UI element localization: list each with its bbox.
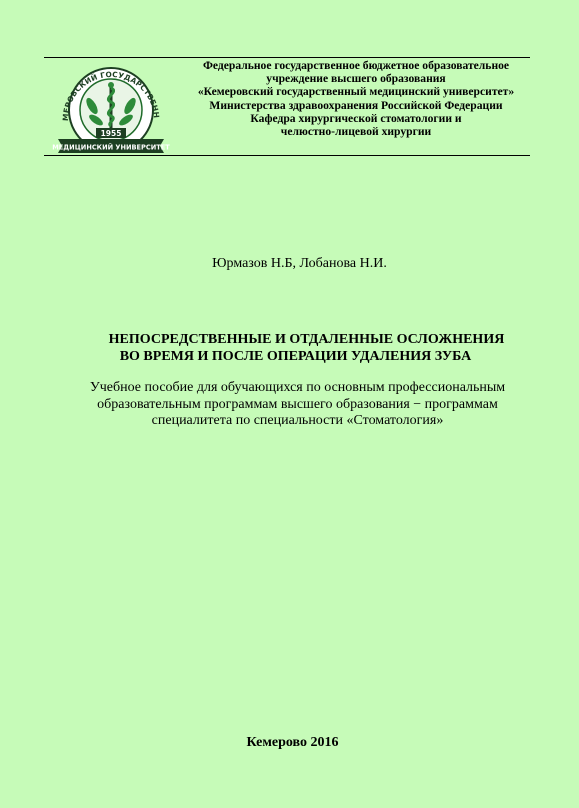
subtitle-line: образовательным программам высшего образования − программам bbox=[97, 396, 498, 412]
title-line: НЕПОСРЕДСТВЕННЫЕ И ОТДАЛЕННЫЕ ОСЛОЖНЕНИЯ bbox=[108, 332, 505, 347]
document-subtitle bbox=[0, 380, 579, 430]
header-line: учреждение высшего образования bbox=[266, 72, 446, 86]
svg-text:1955: 1955 bbox=[100, 129, 122, 138]
subtitle-line: Учебное пособие для обучающихся по основным профессиональным bbox=[89, 380, 506, 395]
subtitle-line: специалитета по специальности «Стоматология» bbox=[151, 413, 444, 428]
city-year-text: Кемерово 2016 bbox=[246, 735, 339, 750]
header-line: Федеральное государственное бюджетное образовательное bbox=[202, 59, 510, 72]
authors bbox=[0, 256, 579, 272]
header-line: «Кемеровский государственный медицинский университет» bbox=[197, 85, 515, 99]
header-bottom-rule bbox=[44, 155, 530, 156]
header-line: челюстно-лицевой хирургии bbox=[280, 125, 432, 139]
city-year bbox=[0, 735, 579, 751]
header-top-rule bbox=[44, 57, 530, 58]
header-line: Министерства здравоохранения Российской Федерации bbox=[209, 98, 503, 112]
document-title bbox=[0, 331, 579, 365]
svg-text:МЕДИЦИНСКИЙ УНИВЕРСИТЕТ: МЕДИЦИНСКИЙ УНИВЕРСИТЕТ bbox=[52, 143, 170, 152]
institution-header bbox=[180, 59, 532, 138]
header-line: Кафедра хирургической стоматологии и bbox=[250, 111, 462, 125]
title-line: ВО ВРЕМЯ И ПОСЛЕ ОПЕРАЦИИ УДАЛЕНИЯ ЗУБА bbox=[119, 349, 472, 364]
authors-text: Юрмазов Н.Б, Лобанова Н.И. bbox=[212, 256, 387, 271]
university-logo bbox=[52, 60, 170, 154]
svg-text:КЕМЕРОВСКИЙ ГОСУДАРСТВЕННЫЙ: МЕРОВСКИЙ ГОСУДАРСТВЕНН bbox=[60, 69, 162, 122]
